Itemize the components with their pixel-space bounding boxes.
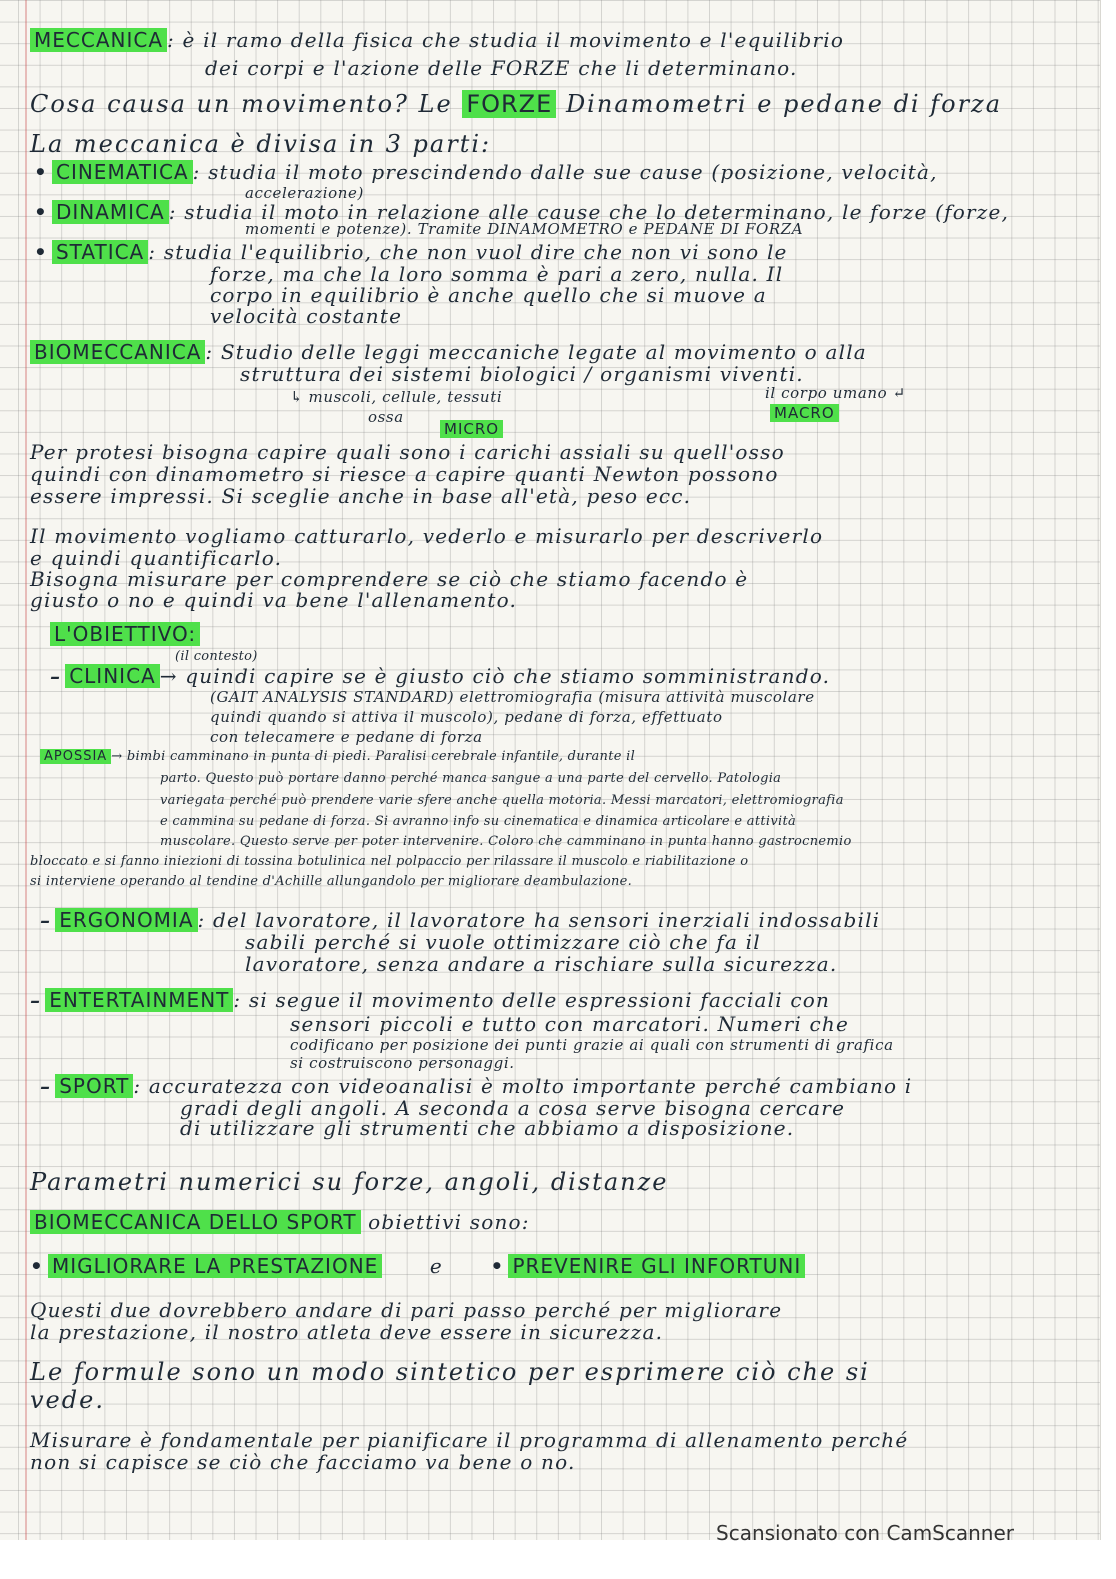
line-56 (30, 1452, 576, 1472)
text: e quindi quantificarlo. (30, 546, 283, 570)
line-24 (30, 590, 517, 610)
text: si interviene operando al tendine d'Achille allungandolo per migliorare deambulazione. (30, 874, 633, 889)
text: si costruiscono personaggi. (290, 1054, 515, 1072)
line-52 (30, 1322, 663, 1342)
dash: – (50, 664, 62, 688)
text: corpo in equilibrio è anche quello che si muove a (210, 283, 767, 307)
highlight-micro: MICRO (440, 420, 503, 438)
dash: – (30, 988, 42, 1012)
line-biomeccanica-sport (30, 1212, 530, 1232)
line-23 (30, 569, 748, 589)
text: : studia il moto in relazione alle cause che lo determinano, le forze (forze, (168, 200, 1010, 224)
line-35 (160, 835, 852, 848)
highlight-macro: MACRO (770, 404, 839, 422)
line-42 (290, 1014, 849, 1034)
margin-line (25, 0, 27, 1540)
text: : si segue il movimento delle espressioni facciali con (233, 988, 831, 1012)
line-meccanica-divisa (30, 132, 491, 156)
text: obiettivi sono: (368, 1210, 530, 1234)
bullet: • (34, 240, 48, 264)
text: forze, ma che la loro somma è pari a zero, nulla. Il (210, 262, 784, 286)
text: e cammina su pedane di forza. Si avranno info su cinematica e dinamica articolare e attività (160, 814, 797, 829)
line-30 (210, 730, 483, 745)
highlight-migliorare: MIGLIORARE LA PRESTAZIONE (48, 1254, 382, 1278)
line-clinica (50, 666, 830, 686)
text: muscoli, cellule, tessuti (308, 388, 503, 406)
text: quindi con dinamometro si riesce a capire quanti Newton possono (30, 462, 779, 486)
text: → quindi capire se è giusto ciò che stiamo somministrando. (159, 664, 831, 688)
line-16 (368, 410, 404, 425)
text: La meccanica è divisa in 3 parti: (30, 130, 492, 158)
line-28 (210, 690, 815, 705)
line-12 (210, 306, 402, 326)
text: quindi quando si attiva il muscolo), pedane di forza, effettuato (210, 708, 723, 726)
text: → bimbi camminano in punta di piedi. Paralisi cerebrale infantile, durante il (111, 749, 636, 764)
line-statica (34, 242, 788, 262)
text: Dinamometri e pedane di forza (565, 90, 1002, 118)
text: giusto o no e quindi va bene l'allenamento. (30, 588, 518, 612)
highlight-forze: FORZE (462, 90, 556, 118)
text: : accuratezza con videoanalisi è molto importante perché cambiano i (133, 1074, 913, 1098)
text: Per protesi bisogna capire quali sono i carichi assiali su quell'osso (30, 440, 785, 464)
line-33 (160, 794, 844, 807)
text: Parametri numerici su forze, angoli, distanze (30, 1168, 669, 1196)
line-20 (30, 486, 691, 506)
line-apossia (40, 750, 635, 763)
text: : del lavoratore, il lavoratore ha sensori inerziali indossabili (197, 908, 881, 932)
line-37 (30, 875, 632, 888)
line-14 (240, 364, 804, 384)
highlight-apossia: APOSSIA (40, 749, 111, 764)
bullet: • (490, 1254, 505, 1278)
highlight-prevenire: PREVENIRE GLI INFORTUNI (508, 1254, 805, 1278)
line-46 (180, 1098, 845, 1118)
highlight-obiettivo: L'OBIETTIVO: (50, 622, 200, 646)
line-39 (245, 932, 761, 952)
highlight-biomeccanica-sport: BIOMECCANICA DELLO SPORT (30, 1210, 361, 1234)
text: struttura dei sistemi biologici / organismi viventi. (240, 362, 804, 386)
text: codificano per posizione dei punti grazie ai quali con strumenti di grafica (290, 1036, 894, 1054)
line-47 (180, 1118, 794, 1138)
line-43 (290, 1038, 894, 1053)
text: : è il ramo della fisica che studia il movimento e l'equilibrio (167, 28, 845, 52)
line-10 (210, 264, 783, 284)
text: con telecamere e pedane di forza (210, 728, 483, 746)
text: Il movimento vogliamo catturarlo, vederlo e misurarlo per descriverlo (30, 524, 824, 548)
line-sport (40, 1076, 912, 1096)
text: non si capisce se ciò che facciamo va bene o no. (30, 1450, 576, 1474)
dash: – (40, 1074, 52, 1098)
text: ossa (368, 408, 404, 426)
text: (il contesto) (175, 649, 258, 664)
text: parto. Questo può portare danno perché manca sangue a una parte del cervello. Patologia (160, 771, 782, 786)
line-29 (210, 710, 723, 725)
line-22 (30, 548, 282, 568)
line-15-right (765, 386, 906, 401)
bullet: • (34, 160, 48, 184)
text: Bisogna misurare per comprendere se ciò che stiamo facendo è (30, 567, 749, 591)
text: Misurare è fondamentale per pianificare il programma di allenamento perché (30, 1428, 909, 1452)
line-2 (205, 58, 798, 78)
text: accelerazione) (245, 184, 364, 202)
line-32 (160, 772, 781, 785)
text: sabili perché si vuole ottimizzare ciò che fa il (245, 930, 761, 954)
scanner-footer: Scansionato con CamScanner (716, 1521, 1014, 1545)
highlight-dinamica: DINAMICA (52, 200, 169, 224)
line-40 (245, 954, 837, 974)
line-cosa-causa (30, 92, 1002, 116)
line-obiettivo (50, 624, 200, 644)
line-6 (245, 186, 364, 201)
text: : studia il moto prescindendo dalle sue cause (posizione, velocità, (192, 160, 938, 184)
line-18 (30, 442, 785, 462)
text: : studia l'equilibrio, che non vuol dire che non vi sono le (148, 240, 788, 264)
text: lavoratore, senza andare a rischiare sulla sicurezza. (245, 952, 838, 976)
line-17 (440, 422, 503, 437)
line-ergonomia (40, 910, 880, 930)
text: sensori piccoli e tutto con marcatori. Numeri che (290, 1012, 849, 1036)
line-34 (160, 815, 796, 828)
line-biomeccanica (30, 342, 867, 362)
line-obiettivi (30, 1256, 805, 1276)
line-44 (290, 1056, 515, 1071)
arrow-icon: ↳ (290, 388, 304, 406)
highlight-entertainment: ENTERTAINMENT (45, 988, 233, 1012)
line-15 (290, 390, 502, 405)
highlight-statica: STATICA (52, 240, 148, 264)
line-cinematica (34, 162, 938, 182)
text: essere impressi. Si sceglie anche in base all'età, peso ecc. (30, 484, 692, 508)
line-meccanica (30, 30, 844, 50)
highlight-biomeccanica: BIOMECCANICA (30, 340, 205, 364)
highlight-meccanica: MECCANICA (30, 28, 167, 52)
line-21 (30, 526, 823, 546)
highlight-cinematica: CINEMATICA (52, 160, 193, 184)
line-16-macro (770, 406, 839, 421)
line-8 (245, 222, 803, 237)
highlight-sport: SPORT (55, 1074, 133, 1098)
line-dinamica (34, 202, 1009, 222)
highlight-clinica: CLINICA (65, 664, 160, 688)
line-entertainment (30, 990, 830, 1010)
text: di utilizzare gli strumenti che abbiamo a disposizione. (180, 1116, 795, 1140)
text: Cosa causa un movimento? Le (30, 90, 453, 118)
line-parametri (30, 1170, 668, 1194)
bullet: • (30, 1254, 44, 1278)
line-54 (30, 1388, 105, 1412)
line-55 (30, 1430, 908, 1450)
text: il corpo umano ↵ (765, 384, 906, 402)
text: vede. (30, 1386, 105, 1414)
line-19 (30, 464, 779, 484)
line-36 (30, 855, 748, 868)
text: momenti e potenze). Tramite DINAMOMETRO e PEDANE DI FORZA (245, 220, 804, 238)
dash: – (40, 908, 52, 932)
bullet: • (34, 200, 48, 224)
text: muscolare. Questo serve per poter intervenire. Coloro che camminano in punta hanno gastrocnemio (160, 834, 852, 849)
text: dei corpi e l'azione delle FORZE che li determinano. (205, 56, 798, 80)
line-51 (30, 1300, 782, 1320)
text: velocità costante (210, 304, 403, 328)
text: (GAIT ANALYSIS STANDARD) elettromiografia (misura attività muscolare (210, 688, 815, 706)
text: bloccato e si fanno iniezioni di tossina botulinica nel polpaccio per rilassare il muscolo e riabilitazione o (30, 854, 749, 869)
line-26 (175, 650, 258, 663)
line-11 (210, 285, 767, 305)
highlight-ergonomia: ERGONOMIA (55, 908, 197, 932)
line-53 (30, 1360, 870, 1384)
text: Le formule sono un modo sintetico per esprimere ciò che si (30, 1358, 870, 1386)
text: : Studio delle leggi meccaniche legate al movimento o alla (205, 340, 867, 364)
text: la prestazione, il nostro atleta deve essere in sicurezza. (30, 1320, 664, 1344)
text: e (429, 1254, 443, 1278)
text: Questi due dovrebbero andare di pari passo perché per migliorare (30, 1298, 783, 1322)
text: variegata perché può prendere varie sfere anche quella motoria. Messi marcatori, elettromiografia (160, 793, 844, 808)
text: gradi degli angoli. A seconda a cosa serve bisogna cercare (180, 1096, 846, 1120)
